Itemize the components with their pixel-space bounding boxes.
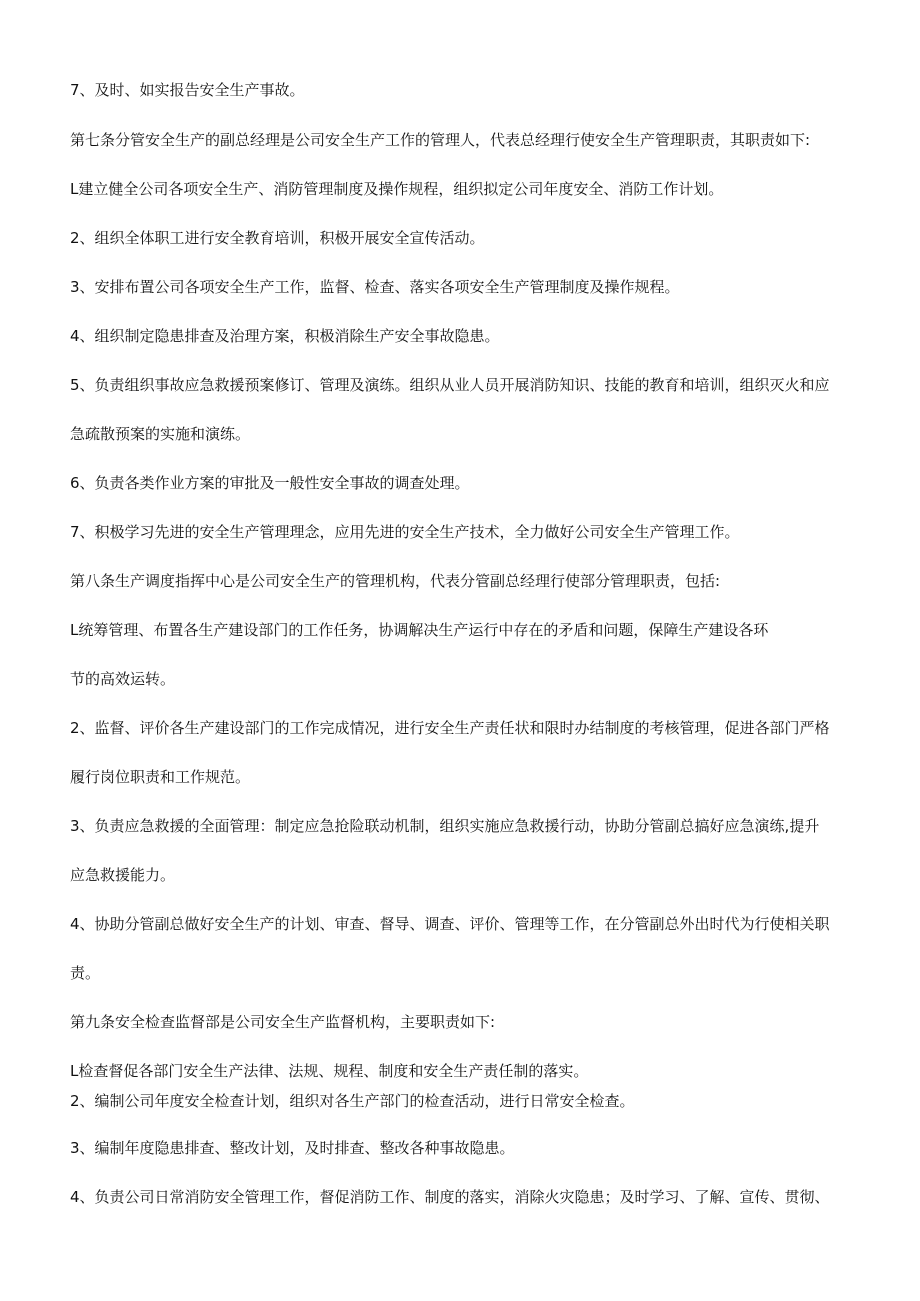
text-line: 7、及时、如实报告安全生产事故。 bbox=[70, 81, 305, 99]
text-line: 4、协助分管副总做好安全生产的计划、审查、督导、调查、评价、管理等工作，在分管副总外出时代为行使相关职 bbox=[70, 915, 830, 933]
text-line: 2、编制公司年度安全检查计划，组织对各生产部门的检查活动，进行日常安全检查。 bbox=[70, 1092, 635, 1110]
text-line: 节的高效运转。 bbox=[70, 670, 176, 688]
text-line: 2、监督、评价各生产建设部门的工作完成情况，进行安全生产责任状和限时办结制度的考核管理，促进各部门严格 bbox=[70, 719, 830, 737]
text-line: L检查督促各部门安全生产法律、法规、规程、制度和安全生产责任制的落实。 bbox=[70, 1062, 589, 1080]
text-line: 第九条安全检查监督部是公司安全生产监督机构，主要职责如下: bbox=[70, 1013, 496, 1031]
text-line: 应急救援能力。 bbox=[70, 866, 176, 884]
text-line: 第八条生产调度指挥中心是公司安全生产的管理机构，代表分管副总经理行使部分管理职责，包括: bbox=[70, 572, 721, 590]
text-line: 6、负责各类作业方案的审批及一般性安全事故的调查处理。 bbox=[70, 474, 470, 492]
text-line: 3、编制年度隐患排查、整改计划，及时排查、整改各种事故隐患。 bbox=[70, 1139, 515, 1157]
text-line: 4、组织制定隐患排查及治理方案，积极消除生产安全事故隐患。 bbox=[70, 327, 500, 345]
text-line: 3、负责应急救援的全面管理：制定应急抢险联动机制，组织实施应急救援行动，协助分管副总搞好应急演练,提升 bbox=[70, 817, 820, 835]
text-line: 2、组织全体职工进行安全教育培训，积极开展安全宣传活动。 bbox=[70, 229, 485, 247]
text-line: L统筹管理、布置各生产建设部门的工作任务，协调解决生产运行中存在的矛盾和问题，保障生产建设各环 bbox=[70, 621, 769, 639]
text-line: 7、积极学习先进的安全生产管理理念，应用先进的安全生产技术，全力做好公司安全生产管理工作。 bbox=[70, 523, 740, 541]
text-line: 履行岗位职责和工作规范。 bbox=[70, 768, 251, 786]
text-line: 急疏散预案的实施和演练。 bbox=[70, 425, 251, 443]
text-line: L建立健全公司各项安全生产、消防管理制度及操作规程，组织拟定公司年度安全、消防工作计划。 bbox=[70, 180, 724, 198]
text-line: 责。 bbox=[70, 964, 101, 982]
text-line: 4、负责公司日常消防安全管理工作，督促消防工作、制度的落实，消除火灾隐患；及时学习、了解、宣传、贯彻、 bbox=[70, 1188, 830, 1206]
text-line: 3、安排布置公司各项安全生产工作，监督、检查、落实各项安全生产管理制度及操作规程。 bbox=[70, 278, 680, 296]
text-line: 第七条分管安全生产的副总经理是公司安全生产工作的管理人，代表总经理行使安全生产管理职责，其职责如下: bbox=[70, 131, 811, 149]
text-line: 5、负责组织事故应急救援预案修订、管理及演练。组织从业人员开展消防知识、技能的教育和培训，组织灭火和应 bbox=[70, 376, 830, 394]
